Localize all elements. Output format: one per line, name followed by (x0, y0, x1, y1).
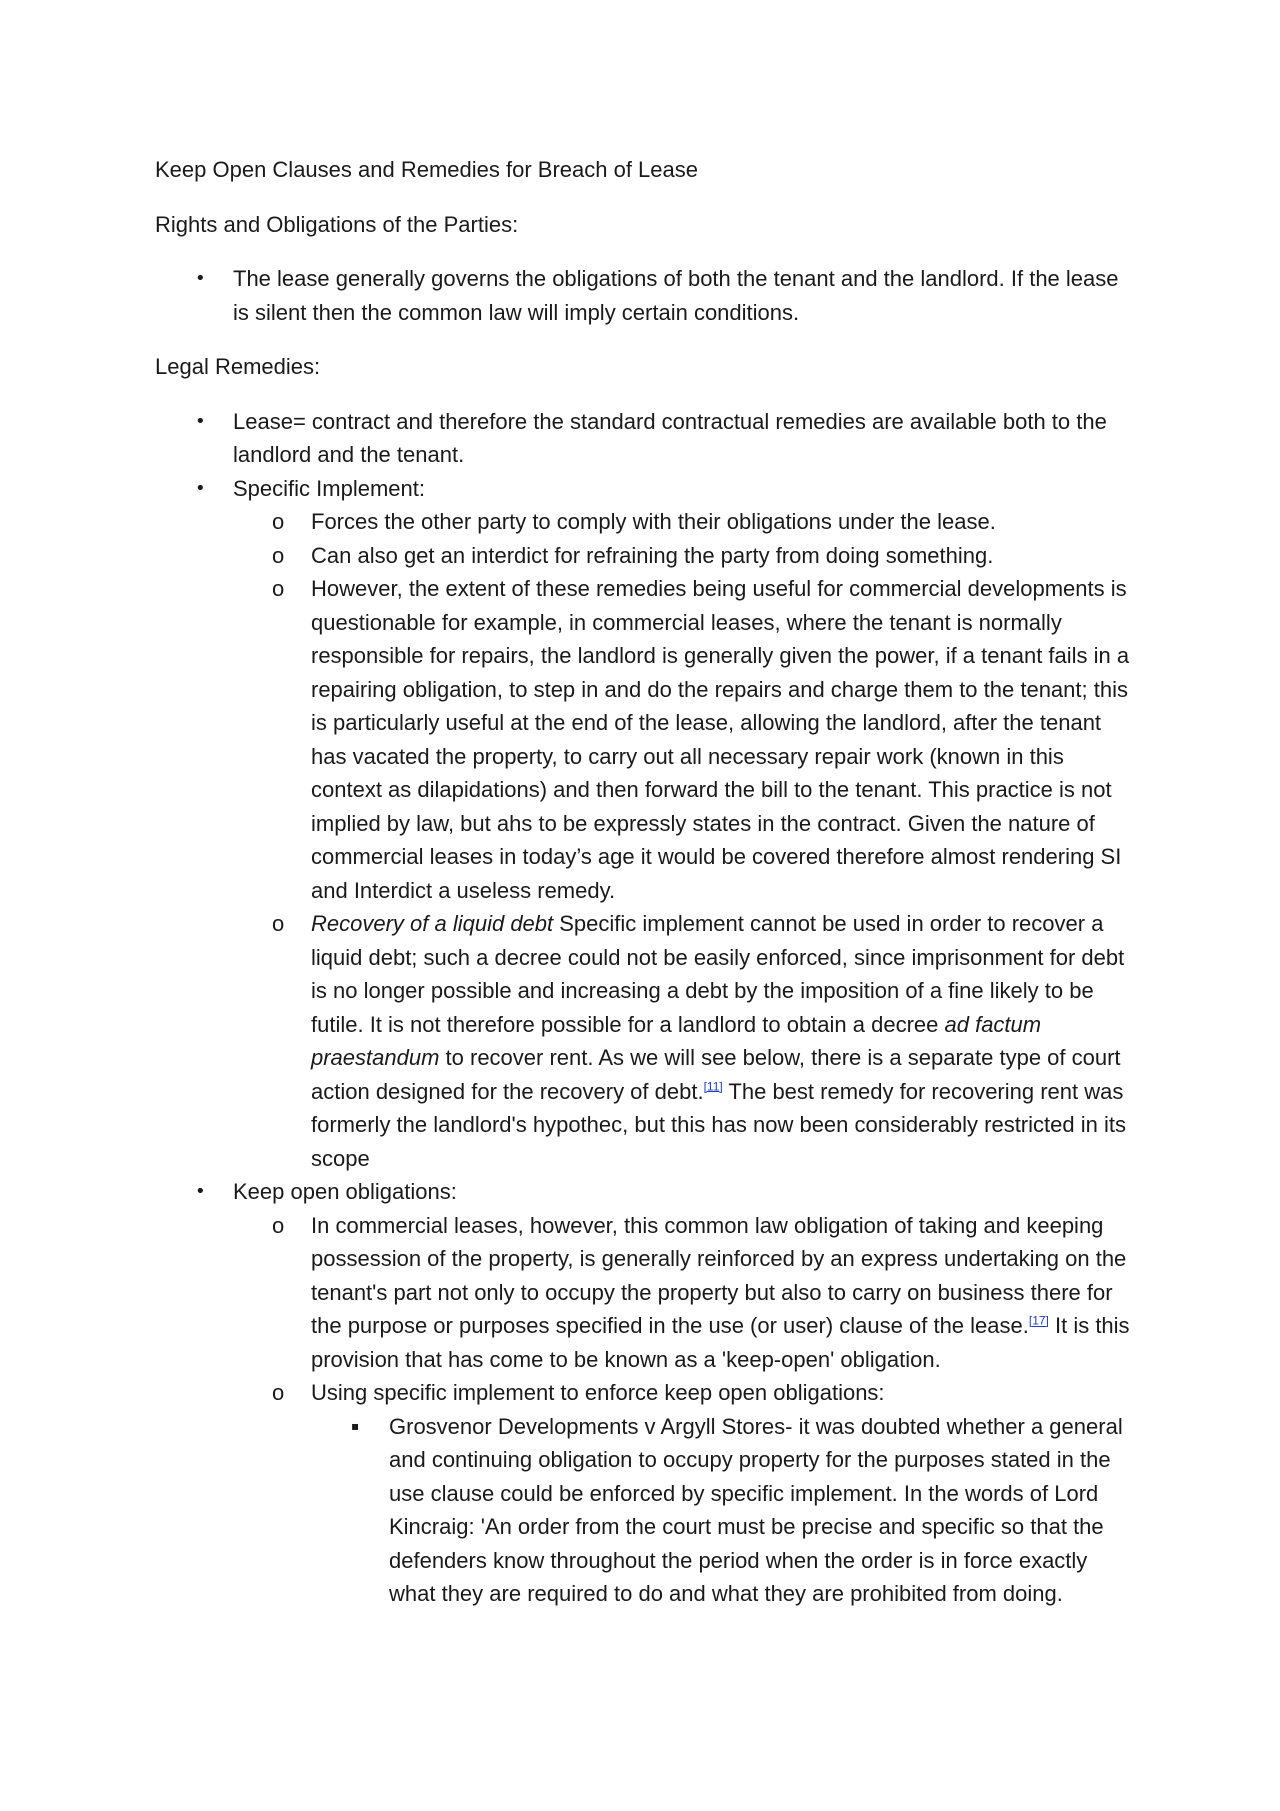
footnote-link-17[interactable]: [17] (1028, 1313, 1049, 1328)
specific-implement-list (155, 505, 1130, 1175)
list-item (155, 907, 1130, 1175)
list-item (155, 262, 1130, 329)
liquid-debt-lead: Recovery of a liquid debt (311, 911, 554, 936)
list-item (155, 1376, 1130, 1410)
circle-bullet-icon: o (272, 542, 285, 568)
case-list (155, 1410, 1130, 1611)
bullet-icon: • (195, 268, 206, 289)
list-item-text: The lease generally governs the obligations of both the tenant and the landlord. If the lease is silent then the common law will imply certain conditions. (233, 266, 1119, 325)
specific-implement-heading: Specific Implement: (233, 475, 425, 501)
liquid-debt-text-a: Specific implement cannot be used in order to recover a liquid debt; such a decree could not be easily enforced, since imprisonment for debt is no longer possible and increasing a debt by the imposition of a fine likely to be futile. It is not therefore possible for a landlord to obtain a decree (311, 911, 1125, 1037)
footnote-link-11[interactable]: [11] (703, 1079, 723, 1094)
liquid-debt-text-c: The best remedy for recovering rent was formerly the landlord's hypothec, but this has now been considerably restricted in its scope (311, 1078, 1126, 1171)
circle-bullet-icon: o (272, 1380, 285, 1405)
circle-bullet-icon: o (272, 509, 285, 534)
ad-factum-term: ad factum praestandum (311, 1011, 1042, 1070)
rights-heading: Rights and Obligations of the Parties: (155, 211, 519, 237)
bullet-icon: • (195, 477, 206, 499)
circle-bullet-icon: o (272, 911, 285, 936)
liquid-debt-paragraph (311, 911, 1126, 1171)
keep-open-paragraph (311, 1213, 1130, 1372)
document-body (155, 153, 1130, 1611)
keep-open-list (155, 1175, 1130, 1209)
keep-open-heading: Keep open obligations: (233, 1179, 457, 1204)
legal-remedies-heading: Legal Remedies: (155, 354, 321, 379)
list-item-text: Lease= contract and therefore the standard contractual remedies are available both to the landlord and the tenant. (233, 408, 1107, 467)
list-item-text: Can also get an interdict for refraining the party from doing something. (311, 542, 994, 568)
circle-bullet-icon: o (272, 1212, 285, 1238)
keep-open-text-b: It is this provision that has come to be known as a 'keep-open' obligation. (311, 1313, 1130, 1372)
bullet-icon: • (195, 1181, 206, 1202)
document-title: Keep Open Clauses and Remedies for Breach of Lease (155, 157, 698, 182)
liquid-debt-text-b: to recover rent. As we will see below, there is a separate type of court action designed for the recovery of debt. (311, 1045, 1121, 1104)
list-item-text: Forces the other party to comply with their obligations under the lease. (311, 509, 996, 534)
list-item (155, 405, 1130, 472)
rights-list (155, 262, 1130, 329)
bullet-icon: • (195, 410, 206, 432)
circle-bullet-icon: o (272, 576, 285, 601)
remedies-list (155, 405, 1130, 506)
list-item (155, 1209, 1130, 1377)
list-item (155, 1410, 1130, 1611)
list-item-text: Using specific implement to enforce keep open obligations: (311, 1380, 885, 1405)
grosvenor-case-text: Grosvenor Developments v Argyll Stores- it was doubted whether a general and continuing obligation to occupy property for the purposes stated in the use clause could be enforced by specific implement. In the words of Lord Kincraig: 'An order from the court must be precise and specific so that the defenders know throughout the period when the order is in force exactly what they are required to do and what they are prohibited from doing. (389, 1413, 1123, 1606)
list-item (155, 472, 1130, 506)
list-item (155, 1175, 1130, 1209)
square-bullet-icon: ▪ (351, 1418, 360, 1433)
list-item (155, 539, 1130, 573)
list-item (155, 572, 1130, 907)
list-item-text: However, the extent of these remedies being useful for commercial developments is questionable for example, in commercial leases, where the tenant is normally responsible for repairs, the landlord is generally given the power, if a tenant fails in a repairing obligation, to step in and do the repairs and charge them to the tenant; this is particularly useful at the end of the lease, allowing the landlord, after the tenant has vacated the property, to carry out all necessary repair work (known in this context as dilapidations) and then forward the bill to the tenant. This practice is not implied by law, but ahs to be expressly states in the contract. Given the nature of commercial leases in today’s age it would be covered therefore almost rendering SI and Interdict a useless remedy. (311, 576, 1130, 903)
keep-open-sublist (155, 1209, 1130, 1410)
keep-open-text-a: In commercial leases, however, this common law obligation of taking and keeping possession of the property, is generally reinforced by an express undertaking on the tenant's part not only to occupy the property but also to carry on business there for the purpose or purposes specified in the use (or user) clause of the lease. (311, 1212, 1127, 1338)
list-item (155, 505, 1130, 539)
